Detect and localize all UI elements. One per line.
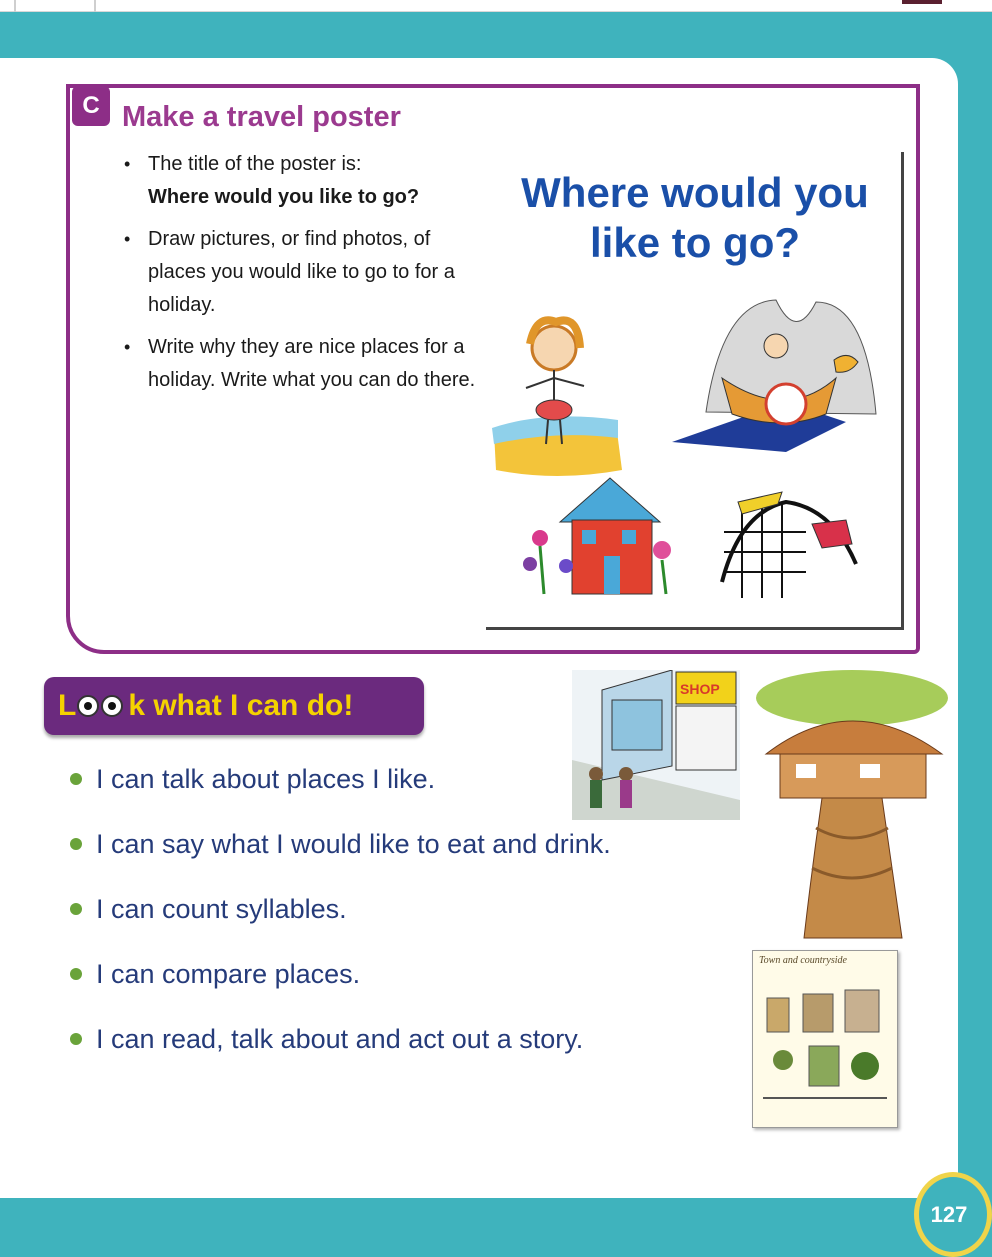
instruction-item [120,148,490,214]
list-item-text: I can talk about places I like. [96,764,436,794]
thumbnail-drawings [753,970,897,1120]
poster-title-line: like to go? [590,219,800,266]
mountain-boat-drawing [672,300,876,452]
list-item [68,1018,768,1083]
eye-icon [101,695,123,717]
look-what-i-can-do-banner [44,677,424,735]
story-thumbnail [752,950,898,1128]
top-marker [902,0,942,4]
list-item [68,823,768,888]
beach-girl-drawing [492,320,622,476]
instructions-list [120,148,490,406]
poster-example [486,152,904,630]
bullet-icon [70,773,82,785]
bullet-icon [70,838,82,850]
treehouse-illustration [752,668,952,948]
list-item-text: I can compare places. [96,959,361,989]
shops-illustration [572,670,740,820]
banner-text: k what I can do! [128,689,354,722]
bullet-icon [70,968,82,980]
shop-sign: SHOP [680,681,720,697]
poster-drawings [486,152,904,630]
activity-title: Make a travel poster [122,101,401,133]
instruction-text: • The title of the poster is: [148,153,362,175]
thumbnail-caption: Town and countryside [759,955,847,966]
instruction-item: • Draw pictures, or find photos, of places you would like to go to for a holiday. [120,223,470,322]
page-number: 127 [914,1172,992,1257]
divider [94,0,96,12]
list-item [68,953,768,1018]
bullet-icon [70,903,82,915]
activity-badge: C [72,86,110,126]
instruction-item: • Write why they are nice places for a holiday. Write what you can do there. [120,331,480,397]
eye-icon [77,695,99,717]
poster-title-line: Where would you [521,169,869,216]
list-item-text: I can say what I would like to eat and drink. [96,829,611,859]
top-strip [0,0,992,12]
roller-coaster-drawing [722,492,856,598]
list-item [68,888,768,953]
house-drawing [523,478,671,594]
bullet-icon [70,1033,82,1045]
list-item-text: I can count syllables. [96,894,347,924]
instruction-emphasis: Where would you like to go? [148,186,420,208]
list-item-text: I can read, talk about and act out a story. [96,1024,584,1054]
divider [14,0,16,12]
banner-letter: L [58,689,77,722]
